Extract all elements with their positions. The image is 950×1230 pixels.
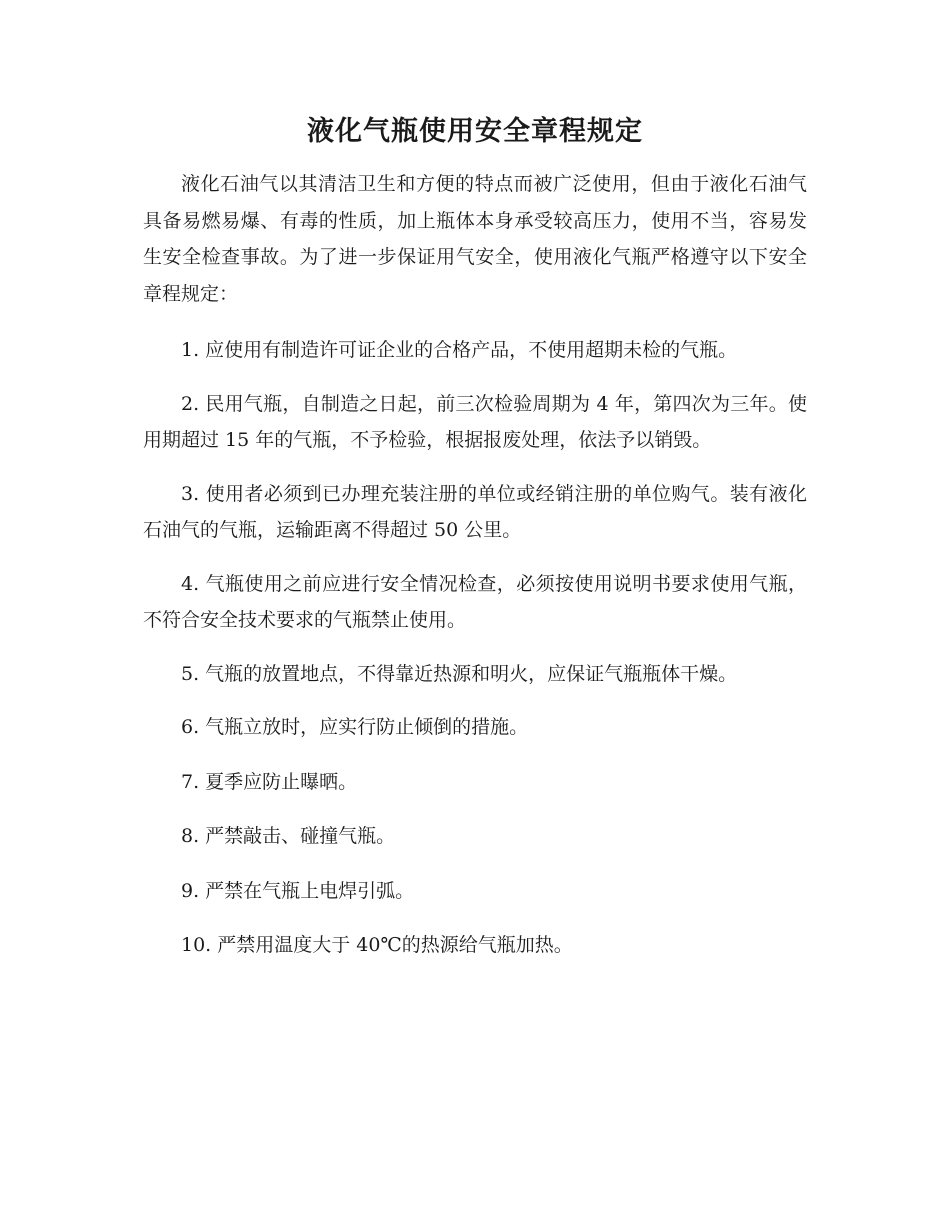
rule-item-7: 7. 夏季应防止曝晒。 (181, 770, 358, 793)
rule-item-8: 8. 严禁敲击、碰撞气瓶。 (181, 825, 396, 847)
rule-item-5: 5. 气瓶的放置地点，不得靠近热源和明火，应保证气瓶瓶体干燥。 (181, 662, 738, 685)
rule-item-10: 10. 严禁用温度大于 40℃的热源给气瓶加热。 (181, 934, 573, 956)
rule-item-3: 3. 使用者必须到已办理充装注册的单位或经销注册的单位购气。装有液化石油气的气瓶，运输距离不得超过 50 公里。 (143, 482, 807, 541)
rule-item-4: 4. 气瓶使用之前应进行安全情况检查，必须按使用说明书要求使用气瓶，不符合安全技术要求的气瓶禁止使用。 (143, 572, 807, 631)
rule-item-2: 2. 民用气瓶，自制造之日起，前三次检验周期为 4 年，第四次为三年。使用期超过 15 年的气瓶，不予检验，根据报废处理，依法予以销毁。 (143, 392, 807, 451)
intro-paragraph: 液化石油气以其清洁卫生和方便的特点而被广泛使用，但由于液化石油气具备易燃易爆、有毒的性质，加上瓶体本身承受较高压力，使用不当，容易发生安全检查事故。为了进一步保证用气安全，使用液化气瓶严格遵守以下安全章程规定： (143, 173, 807, 305)
document-title: 液化气瓶使用安全章程规定 (307, 116, 643, 147)
rule-item-6: 6. 气瓶立放时，应实行防止倾倒的措施。 (181, 716, 529, 738)
rule-item-9: 9. 严禁在气瓶上电焊引弧。 (181, 879, 415, 902)
rule-item-1: 1. 应使用有制造许可证企业的合格产品，不使用超期未检的气瓶。 (181, 339, 738, 361)
